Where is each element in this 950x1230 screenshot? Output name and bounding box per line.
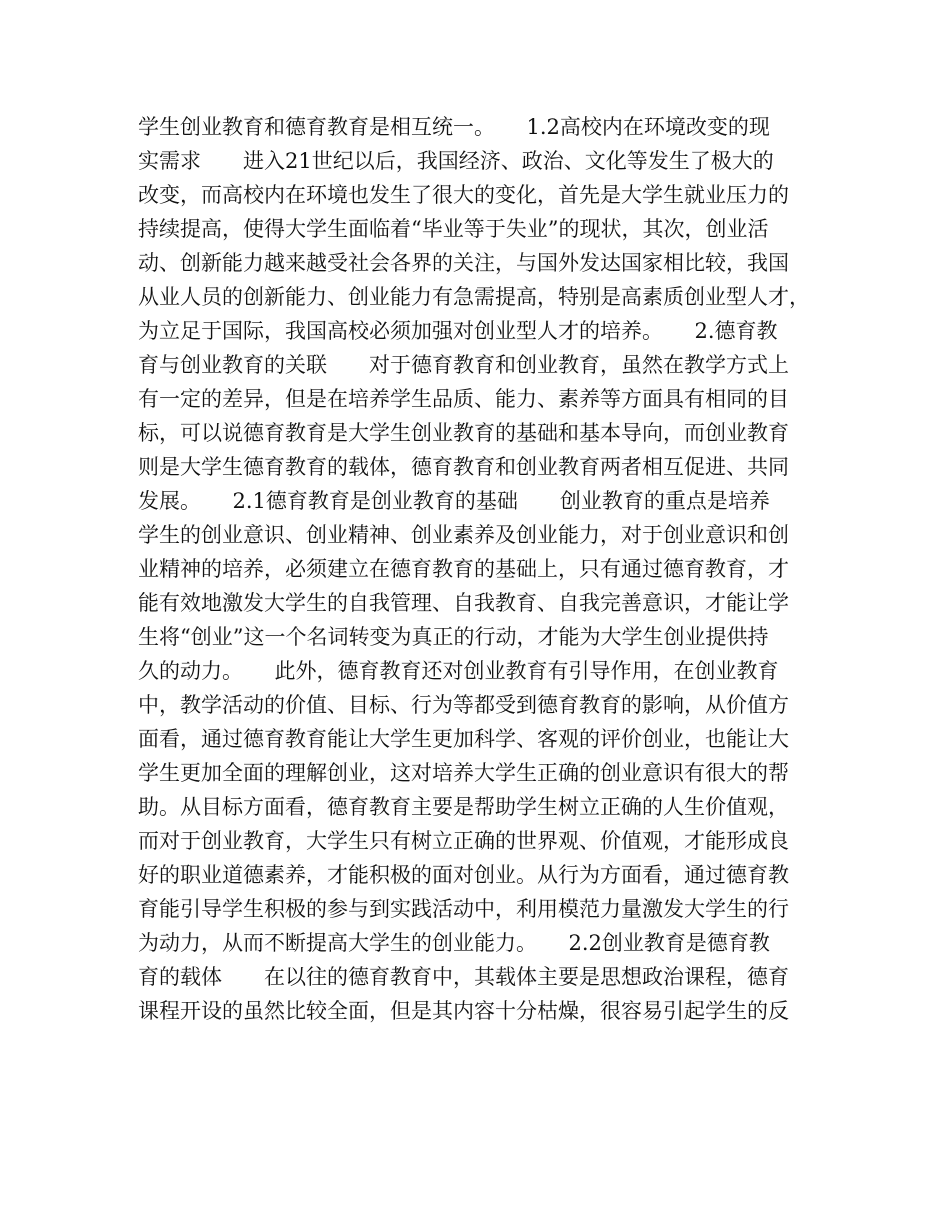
- text-line-13: 学生的创业意识、创业精神、创业素养及创业能力，对于创业意识和创: [138, 523, 789, 547]
- text-line-25: 为动力，从而不断提高大学生的创业能力。 2.2创业教育是德育教: [138, 931, 770, 955]
- text-line-20: 学生更加全面的理解创业，这对培养大学生正确的创业意识有很大的帮: [138, 761, 789, 785]
- text-line-19: 面看，通过德育教育能让大学生更加科学、客观的评价创业，也能让大: [138, 727, 789, 751]
- text-line-3: 改变，而高校内在环境也发生了很大的变化，首先是大学生就业压力的: [138, 183, 789, 207]
- text-line-23: 好的职业道德素养，才能积极的面对创业。从行为方面看，通过德育教: [138, 863, 789, 887]
- text-line-5: 动、创新能力越来越受社会各界的关注，与国外发达国家相比较，我国: [138, 251, 789, 275]
- text-line-4: 持续提高，使得大学生面临着“毕业等于失业”的现状，其次，创业活: [138, 217, 769, 241]
- text-line-17: 久的动力。 此外，德育教育还对创业教育有引导作用，在创业教育: [138, 659, 779, 683]
- text-line-22: 而对于创业教育，大学生只有树立正确的世界观、价值观，才能形成良: [138, 829, 789, 853]
- text-line-1: 学生创业教育和德育教育是相互统一。 1.2高校内在环境改变的现: [138, 115, 770, 139]
- text-line-8: 育与创业教育的关联 对于德育教育和创业教育，虽然在教学方式上: [138, 353, 789, 377]
- text-line-21: 助。从目标方面看，德育教育主要是帮助学生树立正确的人生价值观，: [138, 795, 789, 819]
- text-line-24: 育能引导学生积极的参与到实践活动中，利用模范力量激发大学生的行: [138, 897, 789, 921]
- text-line-16: 生将“创业”这一个名词转变为真正的行动，才能为大学生创业提供持: [138, 625, 769, 649]
- body-text: [138, 110, 838, 1028]
- text-line-18: 中，教学活动的价值、目标、行为等都受到德育教育的影响，从价值方: [138, 693, 789, 717]
- text-line-11: 则是大学生德育教育的载体，德育教育和创业教育两者相互促进、共同: [138, 455, 789, 479]
- text-line-27: 课程开设的虽然比较全面，但是其内容十分枯燥，很容易引起学生的反: [138, 999, 789, 1023]
- text-line-15: 能有效地激发大学生的自我管理、自我教育、自我完善意识，才能让学: [138, 591, 789, 615]
- text-line-7: 为立足于国际，我国高校必须加强对创业型人才的培养。 2.德育教: [138, 319, 778, 343]
- text-line-10: 标，可以说德育教育是大学生创业教育的基础和基本导向，而创业教育: [138, 421, 789, 445]
- text-line-2: 实需求 进入21世纪以后，我国经济、政治、文化等发生了极大的: [138, 149, 774, 173]
- text-line-26: 育的载体 在以往的德育教育中，其载体主要是思想政治课程，德育: [138, 965, 789, 989]
- text-line-14: 业精神的培养，必须建立在德育教育的基础上，只有通过德育教育，才: [138, 557, 789, 581]
- text-line-9: 有一定的差异，但是在培养学生品质、能力、素养等方面具有相同的目: [138, 387, 789, 411]
- text-line-6: 从业人员的创新能力、创业能力有急需提高，特别是高素质创业型人才，: [138, 285, 810, 309]
- text-line-12: 发展。 2.1德育教育是创业教育的基础 创业教育的重点是培养: [138, 489, 770, 513]
